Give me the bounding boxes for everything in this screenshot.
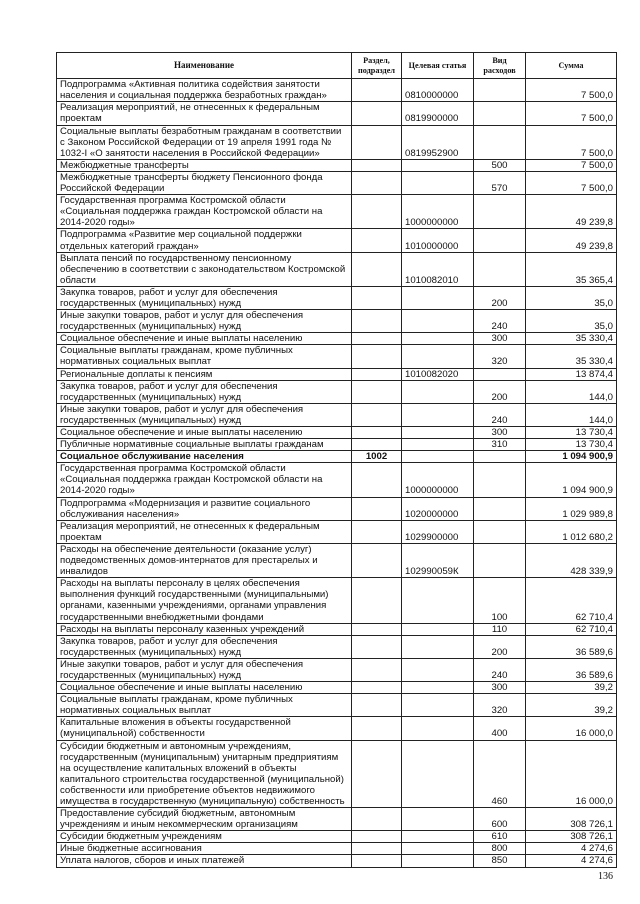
header-summa: Сумма [526, 53, 617, 79]
table-row [57, 717, 617, 740]
row-statya-cell: 1010082010 [402, 252, 474, 286]
row-razdel-cell [352, 635, 402, 658]
row-vid-cell: 500 [474, 159, 526, 171]
row-statya-cell [402, 439, 474, 451]
row-summa-cell: 13 874,4 [526, 368, 617, 380]
row-razdel-cell [352, 171, 402, 194]
header-statya: Целевая статья [402, 53, 474, 79]
row-name-cell: Подпрограмма «Развитие мер социальной поддержки отдельных категорий граждан» [57, 229, 352, 252]
table-row [57, 843, 617, 855]
row-razdel-cell [352, 252, 402, 286]
row-summa-cell: 144,0 [526, 403, 617, 426]
header-name: Наименование [57, 53, 352, 79]
row-vid-cell [474, 79, 526, 102]
row-razdel-cell [352, 403, 402, 426]
row-name-cell: Иные закупки товаров, работ и услуг для обеспечения государственных (муниципальных) нужд [57, 658, 352, 681]
row-vid-cell [474, 102, 526, 125]
row-vid-cell: 200 [474, 380, 526, 403]
row-name-cell: Выплата пенсий по государственному пенсионному обеспечению в соответствии с законодательством Костромской области [57, 252, 352, 286]
row-name-cell: Социальные выплаты безработным гражданам в соответствии с Законом Российской Федерации от 19 апреля 1991 года № 1032-I «О занятости населения в Российской Федерации» [57, 125, 352, 159]
table-row [57, 578, 617, 623]
row-statya-cell [402, 310, 474, 333]
row-summa-cell: 7 500,0 [526, 171, 617, 194]
table-row [57, 682, 617, 694]
table-row [57, 159, 617, 171]
row-vid-cell: 570 [474, 171, 526, 194]
row-name-cell: Социальное обеспечение и иные выплаты населению [57, 682, 352, 694]
row-vid-cell: 610 [474, 831, 526, 843]
table-row [57, 171, 617, 194]
row-statya-cell: 0810000000 [402, 79, 474, 102]
row-name-cell: Публичные нормативные социальные выплаты гражданам [57, 439, 352, 451]
table-body [57, 79, 617, 867]
row-vid-cell: 400 [474, 717, 526, 740]
row-statya-cell [402, 623, 474, 635]
row-razdel-cell [352, 543, 402, 577]
row-summa-cell: 13 730,4 [526, 427, 617, 439]
row-statya-cell: 1000000000 [402, 195, 474, 229]
row-name-cell: Региональные доплаты к пенсиям [57, 368, 352, 380]
row-razdel-cell [352, 195, 402, 229]
row-vid-cell [474, 252, 526, 286]
row-summa-cell: 308 726,1 [526, 831, 617, 843]
header-vid: Вид расходов [474, 53, 526, 79]
row-vid-cell: 200 [474, 635, 526, 658]
row-statya-cell [402, 286, 474, 309]
row-name-cell: Социальное обслуживание населения [57, 451, 352, 463]
row-vid-cell: 110 [474, 623, 526, 635]
table-row [57, 740, 617, 808]
row-name-cell: Иные закупки товаров, работ и услуг для обеспечения государственных (муниципальных) нужд [57, 403, 352, 426]
row-summa-cell: 35 330,4 [526, 345, 617, 368]
row-razdel-cell [352, 368, 402, 380]
row-statya-cell: 1029900000 [402, 520, 474, 543]
row-razdel-cell [352, 694, 402, 717]
row-vid-cell: 600 [474, 808, 526, 831]
row-summa-cell: 49 239,8 [526, 195, 617, 229]
table-row [57, 439, 617, 451]
row-razdel-cell [352, 79, 402, 102]
row-vid-cell: 100 [474, 578, 526, 623]
row-vid-cell [474, 463, 526, 497]
row-statya-cell [402, 427, 474, 439]
row-summa-cell: 35 365,4 [526, 252, 617, 286]
row-summa-cell: 39,2 [526, 694, 617, 717]
row-name-cell: Реализация мероприятий, не отнесенных к федеральным проектам [57, 102, 352, 125]
row-razdel-cell [352, 229, 402, 252]
table-row [57, 79, 617, 102]
table-row [57, 333, 617, 345]
row-razdel-cell [352, 380, 402, 403]
row-name-cell: Закупка товаров, работ и услуг для обеспечения государственных (муниципальных) нужд [57, 635, 352, 658]
row-name-cell: Подпрограмма «Модернизация и развитие социального обслуживания населения» [57, 497, 352, 520]
row-summa-cell: 13 730,4 [526, 439, 617, 451]
row-name-cell: Предоставление субсидий бюджетным, автономным учреждениям и иным некоммерческим организациям [57, 808, 352, 831]
row-vid-cell: 460 [474, 740, 526, 808]
row-statya-cell: 0819900000 [402, 102, 474, 125]
table-row [57, 520, 617, 543]
table-row [57, 543, 617, 577]
row-vid-cell [474, 125, 526, 159]
row-vid-cell [474, 368, 526, 380]
row-razdel-cell [352, 658, 402, 681]
row-name-cell: Социальное обеспечение и иные выплаты населению [57, 427, 352, 439]
row-summa-cell: 428 339,9 [526, 543, 617, 577]
row-name-cell: Расходы на выплаты персоналу казенных учреждений [57, 623, 352, 635]
row-vid-cell: 320 [474, 345, 526, 368]
row-vid-cell: 200 [474, 286, 526, 309]
row-vid-cell [474, 497, 526, 520]
row-summa-cell: 49 239,8 [526, 229, 617, 252]
row-name-cell: Социальные выплаты гражданам, кроме публичных нормативных социальных выплат [57, 694, 352, 717]
row-name-cell: Субсидии бюджетным и автономным учреждениям, государственным (муниципальным) унитарным предприятиям на осуществление капитальных вложений в объекты капитального строительства государственной (муниципальной) собственности или приобретение объектов недвижимого имущества в государственную (муниципальную) собственность [57, 740, 352, 808]
row-summa-cell: 35 330,4 [526, 333, 617, 345]
row-name-cell: Иные закупки товаров, работ и услуг для обеспечения государственных (муниципальных) нужд [57, 310, 352, 333]
row-statya-cell [402, 658, 474, 681]
row-summa-cell: 1 012 680,2 [526, 520, 617, 543]
table-row [57, 102, 617, 125]
header-razdel: Раздел, подраздел [352, 53, 402, 79]
row-statya-cell: 1010000000 [402, 229, 474, 252]
row-vid-cell: 850 [474, 855, 526, 867]
row-name-cell: Социальные выплаты гражданам, кроме публичных нормативных социальных выплат [57, 345, 352, 368]
row-summa-cell: 308 726,1 [526, 808, 617, 831]
table-row [57, 229, 617, 252]
row-razdel-cell [352, 286, 402, 309]
row-vid-cell: 240 [474, 310, 526, 333]
row-razdel-cell [352, 159, 402, 171]
row-razdel-cell [352, 497, 402, 520]
row-razdel-cell [352, 623, 402, 635]
row-statya-cell: 0819952900 [402, 125, 474, 159]
row-summa-cell: 7 500,0 [526, 102, 617, 125]
row-name-cell: Межбюджетные трансферты бюджету Пенсионного фонда Российской Федерации [57, 171, 352, 194]
row-vid-cell: 310 [474, 439, 526, 451]
table-row [57, 831, 617, 843]
row-statya-cell [402, 740, 474, 808]
row-statya-cell [402, 831, 474, 843]
row-summa-cell: 1 094 900,9 [526, 451, 617, 463]
row-razdel-cell [352, 463, 402, 497]
row-statya-cell [402, 682, 474, 694]
row-name-cell: Реализация мероприятий, не отнесенных к федеральным проектам [57, 520, 352, 543]
row-statya-cell [402, 635, 474, 658]
row-vid-cell [474, 520, 526, 543]
table-row [57, 463, 617, 497]
row-summa-cell: 7 500,0 [526, 79, 617, 102]
row-summa-cell: 7 500,0 [526, 159, 617, 171]
row-vid-cell: 300 [474, 427, 526, 439]
table-row [57, 623, 617, 635]
row-razdel-cell [352, 333, 402, 345]
row-razdel-cell [352, 808, 402, 831]
row-name-cell: Государственная программа Костромской области «Социальная поддержка граждан Костромской области на 2014-2020 годы» [57, 195, 352, 229]
row-name-cell: Закупка товаров, работ и услуг для обеспечения государственных (муниципальных) нужд [57, 380, 352, 403]
row-summa-cell: 4 274,6 [526, 855, 617, 867]
row-summa-cell: 35,0 [526, 286, 617, 309]
row-razdel-cell: 1002 [352, 451, 402, 463]
row-vid-cell [474, 543, 526, 577]
row-vid-cell: 300 [474, 682, 526, 694]
row-vid-cell: 320 [474, 694, 526, 717]
row-statya-cell [402, 345, 474, 368]
table-row [57, 427, 617, 439]
row-statya-cell [402, 159, 474, 171]
row-name-cell: Закупка товаров, работ и услуг для обеспечения государственных (муниципальных) нужд [57, 286, 352, 309]
row-razdel-cell [352, 740, 402, 808]
row-name-cell: Расходы на обеспечение деятельности (оказание услуг) подведомственных домов-интернатов для престарелых и инвалидов [57, 543, 352, 577]
row-statya-cell [402, 403, 474, 426]
table-row [57, 635, 617, 658]
row-name-cell: Капитальные вложения в объекты государственной (муниципальной) собственности [57, 717, 352, 740]
page-number: 136 [598, 871, 613, 882]
row-summa-cell: 62 710,4 [526, 578, 617, 623]
row-razdel-cell [352, 310, 402, 333]
table-row [57, 345, 617, 368]
row-vid-cell [474, 229, 526, 252]
row-summa-cell: 144,0 [526, 380, 617, 403]
row-summa-cell: 36 589,6 [526, 658, 617, 681]
row-statya-cell [402, 717, 474, 740]
row-vid-cell: 240 [474, 658, 526, 681]
row-summa-cell: 1 029 989,8 [526, 497, 617, 520]
budget-table [56, 52, 617, 868]
row-statya-cell: 102990059К [402, 543, 474, 577]
row-razdel-cell [352, 102, 402, 125]
table-row [57, 380, 617, 403]
row-summa-cell: 16 000,0 [526, 740, 617, 808]
row-name-cell: Подпрограмма «Активная политика содействия занятости населения и социальная поддержка безработных граждан» [57, 79, 352, 102]
table-header-row [57, 53, 617, 79]
table-row [57, 368, 617, 380]
row-summa-cell: 1 094 900,9 [526, 463, 617, 497]
row-razdel-cell [352, 125, 402, 159]
table-row [57, 286, 617, 309]
row-razdel-cell [352, 855, 402, 867]
row-statya-cell: 1010082020 [402, 368, 474, 380]
row-statya-cell [402, 855, 474, 867]
row-statya-cell [402, 578, 474, 623]
table-row [57, 195, 617, 229]
row-name-cell: Иные бюджетные ассигнования [57, 843, 352, 855]
table-row [57, 403, 617, 426]
table-row [57, 855, 617, 867]
row-statya-cell [402, 333, 474, 345]
row-statya-cell: 1000000000 [402, 463, 474, 497]
row-razdel-cell [352, 345, 402, 368]
row-name-cell: Социальное обеспечение и иные выплаты населению [57, 333, 352, 345]
row-summa-cell: 36 589,6 [526, 635, 617, 658]
table-row [57, 658, 617, 681]
row-statya-cell [402, 843, 474, 855]
table-row [57, 497, 617, 520]
row-name-cell: Уплата налогов, сборов и иных платежей [57, 855, 352, 867]
row-summa-cell: 16 000,0 [526, 717, 617, 740]
row-razdel-cell [352, 717, 402, 740]
row-razdel-cell [352, 520, 402, 543]
row-razdel-cell [352, 843, 402, 855]
row-summa-cell: 35,0 [526, 310, 617, 333]
row-summa-cell: 39,2 [526, 682, 617, 694]
row-vid-cell [474, 195, 526, 229]
row-vid-cell: 300 [474, 333, 526, 345]
table-row [57, 310, 617, 333]
row-summa-cell: 4 274,6 [526, 843, 617, 855]
row-statya-cell [402, 380, 474, 403]
row-name-cell: Государственная программа Костромской области «Социальная поддержка граждан Костромской области на 2014-2020 годы» [57, 463, 352, 497]
row-vid-cell: 240 [474, 403, 526, 426]
row-razdel-cell [352, 682, 402, 694]
table-row [57, 694, 617, 717]
row-summa-cell: 7 500,0 [526, 125, 617, 159]
row-razdel-cell [352, 831, 402, 843]
row-vid-cell [474, 451, 526, 463]
row-statya-cell [402, 451, 474, 463]
row-summa-cell: 62 710,4 [526, 623, 617, 635]
row-name-cell: Субсидии бюджетным учреждениям [57, 831, 352, 843]
row-statya-cell [402, 171, 474, 194]
row-razdel-cell [352, 578, 402, 623]
row-razdel-cell [352, 439, 402, 451]
table-row [57, 252, 617, 286]
table-row [57, 125, 617, 159]
row-vid-cell: 800 [474, 843, 526, 855]
row-statya-cell: 1020000000 [402, 497, 474, 520]
row-name-cell: Межбюджетные трансферты [57, 159, 352, 171]
row-statya-cell [402, 808, 474, 831]
table-row [57, 808, 617, 831]
row-statya-cell [402, 694, 474, 717]
row-razdel-cell [352, 427, 402, 439]
table-row [57, 451, 617, 463]
row-name-cell: Расходы на выплаты персоналу в целях обеспечения выполнения функций государственными (муниципальными) органами, казенными учреждениями, органами управления государственными внебюджетными фондами [57, 578, 352, 623]
